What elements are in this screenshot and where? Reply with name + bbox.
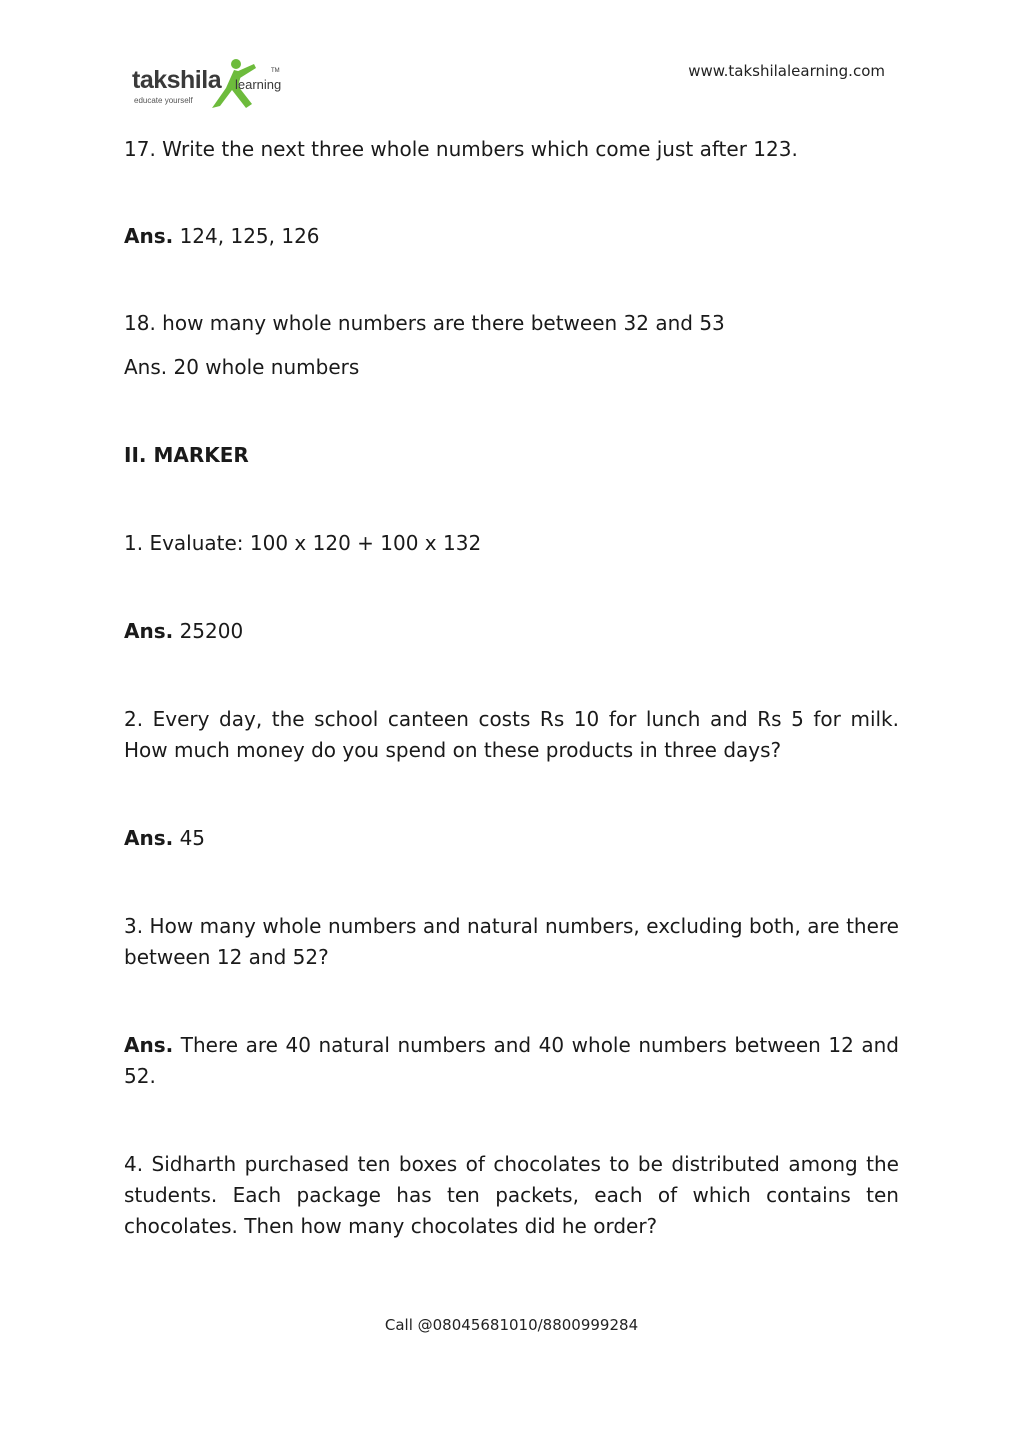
answer-17 <box>124 221 899 252</box>
answer-text: 25200 <box>173 619 244 643</box>
question-18: 18. how many whole numbers are there between 32 and 53 <box>124 311 725 335</box>
question-2: 2. Every day, the school canteen costs Rs 10 for lunch and Rs 5 for milk. How much money do you spend on these products in three days? <box>124 707 899 762</box>
answer-text: 45 <box>173 826 206 850</box>
question-17: 17. Write the next three whole numbers which come just after 123. <box>124 137 798 161</box>
logo-wordmark: takshila <box>132 66 222 94</box>
answer-label: Ans. <box>124 826 174 850</box>
answer-text: There are 40 natural numbers and 40 whole numbers between 12 and 52. <box>124 1033 899 1088</box>
website-url: www.takshilalearning.com <box>688 62 885 80</box>
answer-18: Ans. 20 whole numbers <box>124 355 360 379</box>
answer-label: Ans. <box>124 1033 174 1057</box>
answer-2 <box>124 823 899 854</box>
answer-1 <box>124 616 899 647</box>
question-answer-content <box>124 134 899 1242</box>
takshila-logo <box>130 58 290 112</box>
question-3: 3. How many whole numbers and natural numbers, excluding both, are there between 12 and 52? <box>124 914 899 969</box>
answer-label: Ans. <box>124 224 174 248</box>
logo-trademark: TM <box>271 68 280 74</box>
logo-tagline: educate yourself <box>134 96 193 105</box>
answer-label: Ans. <box>124 619 174 643</box>
answer-text: 124, 125, 126 <box>173 224 320 248</box>
question-4: 4. Sidharth purchased ten boxes of chocolates to be distributed among the students. Each package has ten packets, each of which contains ten chocolates. Then how many chocolates did he order? <box>124 1152 899 1238</box>
answer-3 <box>124 1030 899 1092</box>
question-1: 1. Evaluate: 100 x 120 + 100 x 132 <box>124 531 482 555</box>
section-heading: II. MARKER <box>124 443 249 467</box>
logo-learning-text: learning <box>235 77 282 92</box>
footer-contact: Call @08045681010/8800999284 <box>384 1316 639 1334</box>
